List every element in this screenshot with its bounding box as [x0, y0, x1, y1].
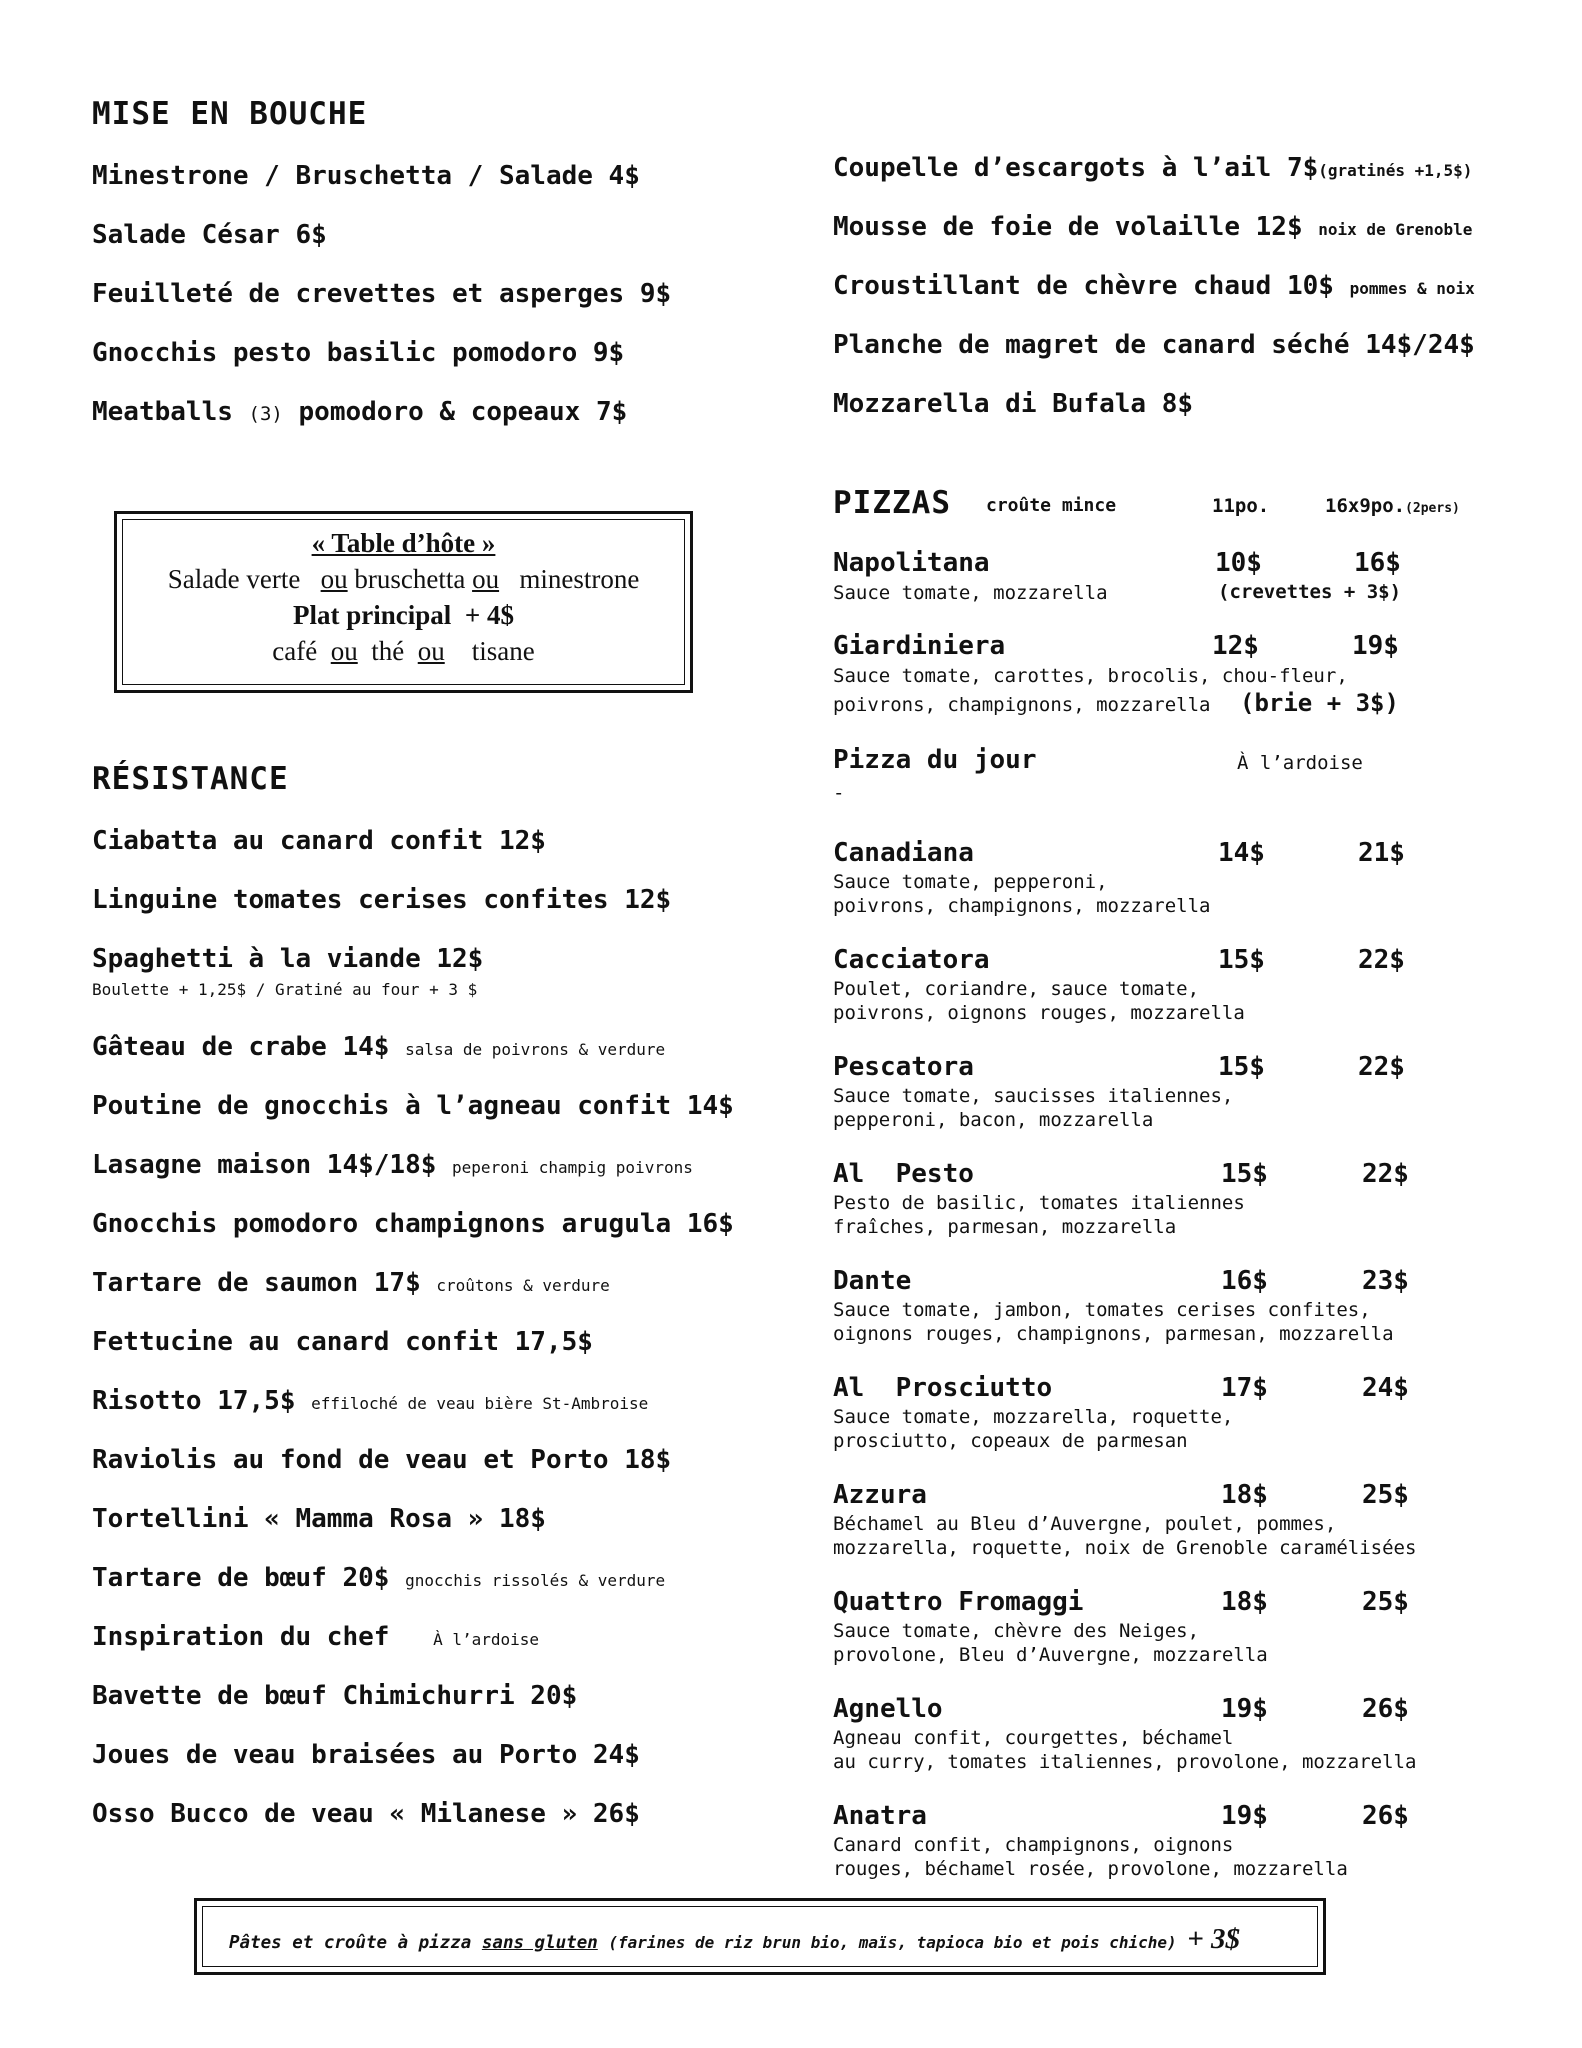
menu-item: [92, 1386, 648, 1416]
gluten-free-text-b: (farines de riz brun bio, maïs, tapioca bio et pois chiche): [608, 1933, 1177, 1952]
menu-item-name: Tartare de saumon 17$: [92, 1268, 421, 1298]
pizza-description: Sauce tomate, jambon, tomates cerises confites,: [833, 1299, 1371, 1321]
pizza-name: Al Prosciutto: [833, 1373, 1053, 1403]
menu-item-name: Mousse de foie de volaille 12$: [833, 212, 1303, 242]
pizza-size-large: [1325, 495, 1460, 517]
pizza-size-large-note: (2pers): [1405, 501, 1460, 516]
menu-item: Minestrone / Bruschetta / Salade 4$: [92, 161, 640, 191]
menu-item-note: À l’ardoise: [433, 1630, 540, 1649]
menu-item: Fettucine au canard confit 17,5$: [92, 1327, 593, 1357]
menu-item-note: salsa de poivrons & verdure: [405, 1040, 666, 1059]
menu-item: [92, 1563, 665, 1593]
pizza-dash: -: [833, 782, 845, 804]
menu-item-note: pommes & noix: [1349, 279, 1475, 298]
gluten-free-box: [194, 1898, 1326, 1975]
menu-item-name: Risotto 17,5$: [92, 1386, 296, 1416]
pizza-name: Agnello: [833, 1694, 943, 1724]
pizza-name: Canadiana: [833, 838, 974, 868]
menu-item: [92, 1150, 693, 1180]
section-heading-pizzas: PIZZAS: [833, 485, 951, 521]
menu-item-note: noix de Grenoble: [1318, 220, 1473, 239]
menu-item-name: Meatballs: [92, 397, 233, 427]
pizza-name: Dante: [833, 1266, 912, 1296]
option-text: bruschetta: [354, 564, 466, 594]
menu-item: [92, 397, 627, 427]
pizza-price-large: 24$: [1362, 1373, 1409, 1403]
pizza-description: Sauce tomate, pepperoni,: [833, 871, 1108, 893]
menu-item: Mozzarella di Bufala 8$: [833, 389, 1194, 419]
menu-item-note: effiloché de veau bière St-Ambroise: [311, 1394, 649, 1413]
pizza-description: Agneau confit, courgettes, béchamel: [833, 1727, 1234, 1749]
pizza-price-small: 19$: [1221, 1801, 1268, 1831]
pizza-price-large: 26$: [1362, 1801, 1409, 1831]
pizza-description: Sauce tomate, mozzarella, roquette,: [833, 1406, 1234, 1428]
pizza-name: Pescatora: [833, 1052, 974, 1082]
menu-item: Linguine tomates cerises confites 12$: [92, 885, 672, 915]
menu-item: Gnocchis pomodoro champignons arugula 16$: [92, 1209, 734, 1239]
pizza-price-small: 19$: [1221, 1694, 1268, 1724]
menu-item: Planche de magret de canard séché 14$/24$: [833, 330, 1475, 360]
menu-item-sub: Boulette + 1,25$ / Gratiné au four + 3 $: [92, 980, 478, 999]
menu-item: [92, 1268, 610, 1298]
pizza-name: Napolitana: [833, 548, 990, 578]
pizza-price-small: 18$: [1221, 1480, 1268, 1510]
pizza-description: Sauce tomate, mozzarella: [833, 582, 1108, 604]
pizza-price-small: 15$: [1218, 945, 1265, 975]
pizza-name: Azzura: [833, 1480, 927, 1510]
pizza-description: Canard confit, champignons, oignons: [833, 1834, 1234, 1856]
pizza-name: Pizza du jour: [833, 745, 1037, 775]
pizza-price-small: 15$: [1218, 1052, 1265, 1082]
option-or: ou: [472, 564, 500, 594]
pizza-price-large: 22$: [1362, 1159, 1409, 1189]
pizza-name: Anatra: [833, 1801, 927, 1831]
table-hote-title-text: « Table d’hôte »: [311, 528, 496, 558]
pizza-price-large: 23$: [1362, 1266, 1409, 1296]
menu-item-name: Lasagne maison 14$/18$: [92, 1150, 437, 1180]
option-text: minestrone: [519, 564, 640, 594]
gluten-free-text-underlined: sans gluten: [481, 1933, 598, 1953]
menu-item: Gnocchis pesto basilic pomodoro 9$: [92, 338, 625, 368]
pizza-name: Quattro Fromaggi: [833, 1587, 1084, 1617]
pizza-price-large: 25$: [1362, 1587, 1409, 1617]
menu-item-note: gnocchis rissolés & verdure: [405, 1571, 666, 1590]
menu-item-note: peperoni champig poivrons: [452, 1158, 693, 1177]
pizza-price-small: 14$: [1218, 838, 1265, 868]
pizza-price-small: 18$: [1221, 1587, 1268, 1617]
menu-item: Joues de veau braisées au Porto 24$: [92, 1740, 640, 1770]
menu-item: Osso Bucco de veau « Milanese » 26$: [92, 1799, 640, 1829]
pizza-name: Giardiniera: [833, 631, 1006, 661]
menu-item-note: croûtons & verdure: [436, 1276, 610, 1295]
table-hote-box: [114, 511, 693, 693]
pizza-price-small: 17$: [1221, 1373, 1268, 1403]
option-text: café: [272, 636, 318, 666]
menu-item-name: Gâteau de crabe 14$: [92, 1032, 390, 1062]
option-or: ou: [417, 636, 445, 666]
pizza-description: Poulet, coriandre, sauce tomate,: [833, 978, 1200, 1000]
pizza-description: Pesto de basilic, tomates italiennes: [833, 1192, 1245, 1214]
table-hote-line-1: [117, 564, 690, 595]
option-or: ou: [320, 564, 348, 594]
menu-item: [92, 1032, 665, 1062]
pizza-price-large: 16$: [1354, 548, 1401, 578]
table-hote-line-3: [117, 636, 690, 667]
menu-item: Bavette de bœuf Chimichurri 20$: [92, 1681, 578, 1711]
table-hote-line-2: [117, 600, 690, 631]
pizza-description: pepperoni, bacon, mozzarella: [833, 1109, 1154, 1131]
pizza-price-large: 21$: [1358, 838, 1405, 868]
menu-item: Tortellini « Mamma Rosa » 18$: [92, 1504, 546, 1534]
pizza-description: fraîches, parmesan, mozzarella: [833, 1216, 1177, 1238]
main-course-price: + 4$: [464, 600, 514, 630]
pizza-description: Sauce tomate, chèvre des Neiges,: [833, 1620, 1200, 1642]
gluten-free-price: + 3$: [1187, 1923, 1240, 1955]
section-heading-resistance: RÉSISTANCE: [92, 761, 289, 797]
pizza-description: mozzarella, roquette, noix de Grenoble caramélisées: [833, 1537, 1417, 1559]
menu-item: [92, 1622, 539, 1652]
option-or: ou: [330, 636, 358, 666]
pizza-crust-label: croûte mince: [986, 495, 1117, 516]
pizza-size-small: 11po.: [1212, 495, 1270, 517]
menu-item: [833, 153, 1472, 183]
pizza-price-small: 16$: [1221, 1266, 1268, 1296]
menu-item-name: Tartare de bœuf 20$: [92, 1563, 390, 1593]
menu-item: Ciabatta au canard confit 12$: [92, 826, 546, 856]
menu-item: Spaghetti à la viande 12$: [92, 944, 484, 974]
menu-item: [833, 212, 1472, 242]
pizza-description: rouges, béchamel rosée, provolone, mozzarella: [833, 1858, 1348, 1880]
main-course-label: Plat principal: [293, 600, 452, 630]
menu-item: [833, 271, 1475, 301]
menu-item-name: Croustillant de chèvre chaud 10$: [833, 271, 1334, 301]
pizza-description: oignons rouges, champignons, parmesan, mozzarella: [833, 1323, 1394, 1345]
pizza-extra: (crevettes + 3$): [1218, 581, 1402, 603]
menu-item: Feuilleté de crevettes et asperges 9$: [92, 279, 672, 309]
option-text: thé: [371, 636, 405, 666]
pizza-price-large: 22$: [1358, 945, 1405, 975]
pizza-name: Al Pesto: [833, 1159, 974, 1189]
pizza-note: À l’ardoise: [1237, 752, 1363, 774]
menu-item: Salade César 6$: [92, 220, 327, 250]
menu-item: Poutine de gnocchis à l’agneau confit 14$: [92, 1091, 734, 1121]
pizza-price-small: 15$: [1221, 1159, 1268, 1189]
pizza-price-large: 25$: [1362, 1480, 1409, 1510]
pizza-price-small: 12$: [1212, 631, 1259, 661]
pizza-description: poivrons, champignons, mozzarella: [833, 694, 1211, 716]
menu-item-name: Inspiration du chef: [92, 1622, 390, 1652]
menu-item-name: Coupelle d’escargots à l’ail 7$: [833, 153, 1319, 183]
pizza-size-large-label: 16x9po.: [1325, 495, 1406, 517]
pizza-description: Sauce tomate, carottes, brocolis, chou-fleur,: [833, 665, 1348, 687]
pizza-extra: (brie + 3$): [1240, 689, 1399, 717]
pizza-price-large: 19$: [1352, 631, 1399, 661]
menu-item-count: (3): [248, 403, 283, 425]
pizza-price-large: 22$: [1358, 1052, 1405, 1082]
table-hote-title: [117, 528, 690, 559]
pizza-description: au curry, tomates italiennes, provolone, mozzarella: [833, 1751, 1417, 1773]
pizza-description: Béchamel au Bleu d’Auvergne, poulet, pommes,: [833, 1513, 1337, 1535]
pizza-name: Cacciatora: [833, 945, 990, 975]
pizza-description: prosciutto, copeaux de parmesan: [833, 1430, 1188, 1452]
pizza-description: poivrons, oignons rouges, mozzarella: [833, 1002, 1245, 1024]
pizza-price-large: 26$: [1362, 1694, 1409, 1724]
pizza-description: poivrons, champignons, mozzarella: [833, 895, 1211, 917]
pizza-price-small: 10$: [1215, 548, 1262, 578]
menu-item-name: pomodoro & copeaux 7$: [298, 397, 628, 427]
pizza-description: provolone, Bleu d’Auvergne, mozzarella: [833, 1644, 1268, 1666]
option-text: Salade verte: [167, 564, 301, 594]
gluten-free-text-a: Pâtes et croûte à pizza: [229, 1933, 472, 1953]
pizza-description: Sauce tomate, saucisses italiennes,: [833, 1085, 1234, 1107]
gluten-free-text: [229, 1923, 1240, 1956]
menu-item: Raviolis au fond de veau et Porto 18$: [92, 1445, 672, 1475]
menu-item-note: (gratinés +1,5$): [1318, 161, 1473, 180]
option-text: tisane: [471, 636, 535, 666]
section-heading-mise-en-bouche: MISE EN BOUCHE: [92, 96, 368, 132]
